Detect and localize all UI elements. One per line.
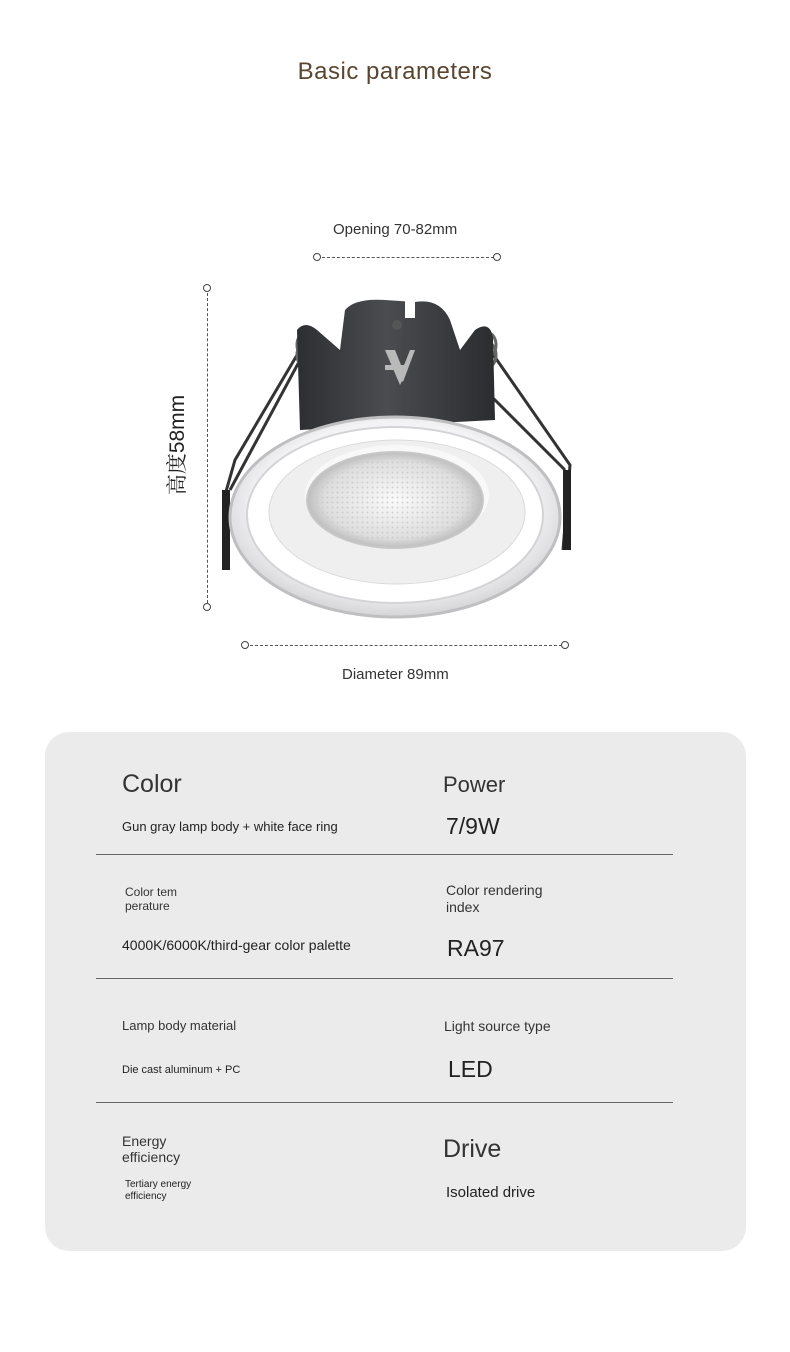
light-source-value: LED [448,1056,493,1082]
power-label: Power [443,772,506,797]
downlight-product-image [205,290,585,630]
diameter-right-marker [561,641,569,649]
cri-value: RA97 [447,935,505,961]
cri-label-line2: index [446,899,480,915]
energy-efficiency-label-line2: efficiency [122,1149,181,1165]
diameter-dimension-line [250,645,562,646]
page-title: Basic parameters [297,58,493,85]
drive-label: Drive [443,1135,502,1163]
cri-label-line1: Color rendering [446,882,543,898]
energy-efficiency-label [122,1133,180,1165]
energy-efficiency-value-line1: Tertiary energy [125,1179,192,1190]
color-temperature-label [125,885,177,913]
material-label: Lamp body material [122,1018,237,1033]
parameters-card [45,732,746,1251]
opening-dimension-line [322,257,494,258]
row-divider [96,1102,673,1103]
color-value: Gun gray lamp body + white face ring [122,819,338,834]
color-temperature-label-line1: Color tem [125,885,178,899]
opening-left-marker [313,253,321,261]
power-value: 7/9W [446,813,500,839]
opening-right-marker [493,253,501,261]
color-temperature-label-line2: perature [125,899,170,913]
height-dimension-text: 高度58mm [166,394,190,496]
cri-label [446,882,543,916]
energy-efficiency-label-line1: Energy [122,1133,167,1149]
diameter-dimension-label: Diameter 89mm [342,666,449,683]
height-dimension-label [152,385,200,505]
row-divider [96,978,673,979]
light-source-label: Light source type [444,1018,551,1034]
opening-dimension-label: Opening 70-82mm [333,221,458,238]
row-divider [96,854,673,855]
energy-efficiency-value [125,1179,191,1203]
material-value: Die cast aluminum + PC [122,1064,241,1076]
drive-value: Isolated drive [446,1184,536,1201]
energy-efficiency-value-line2: efficiency [125,1191,167,1202]
color-temperature-value: 4000K/6000K/third-gear color palette [122,937,351,953]
diameter-left-marker [241,641,249,649]
color-label: Color [122,770,182,798]
